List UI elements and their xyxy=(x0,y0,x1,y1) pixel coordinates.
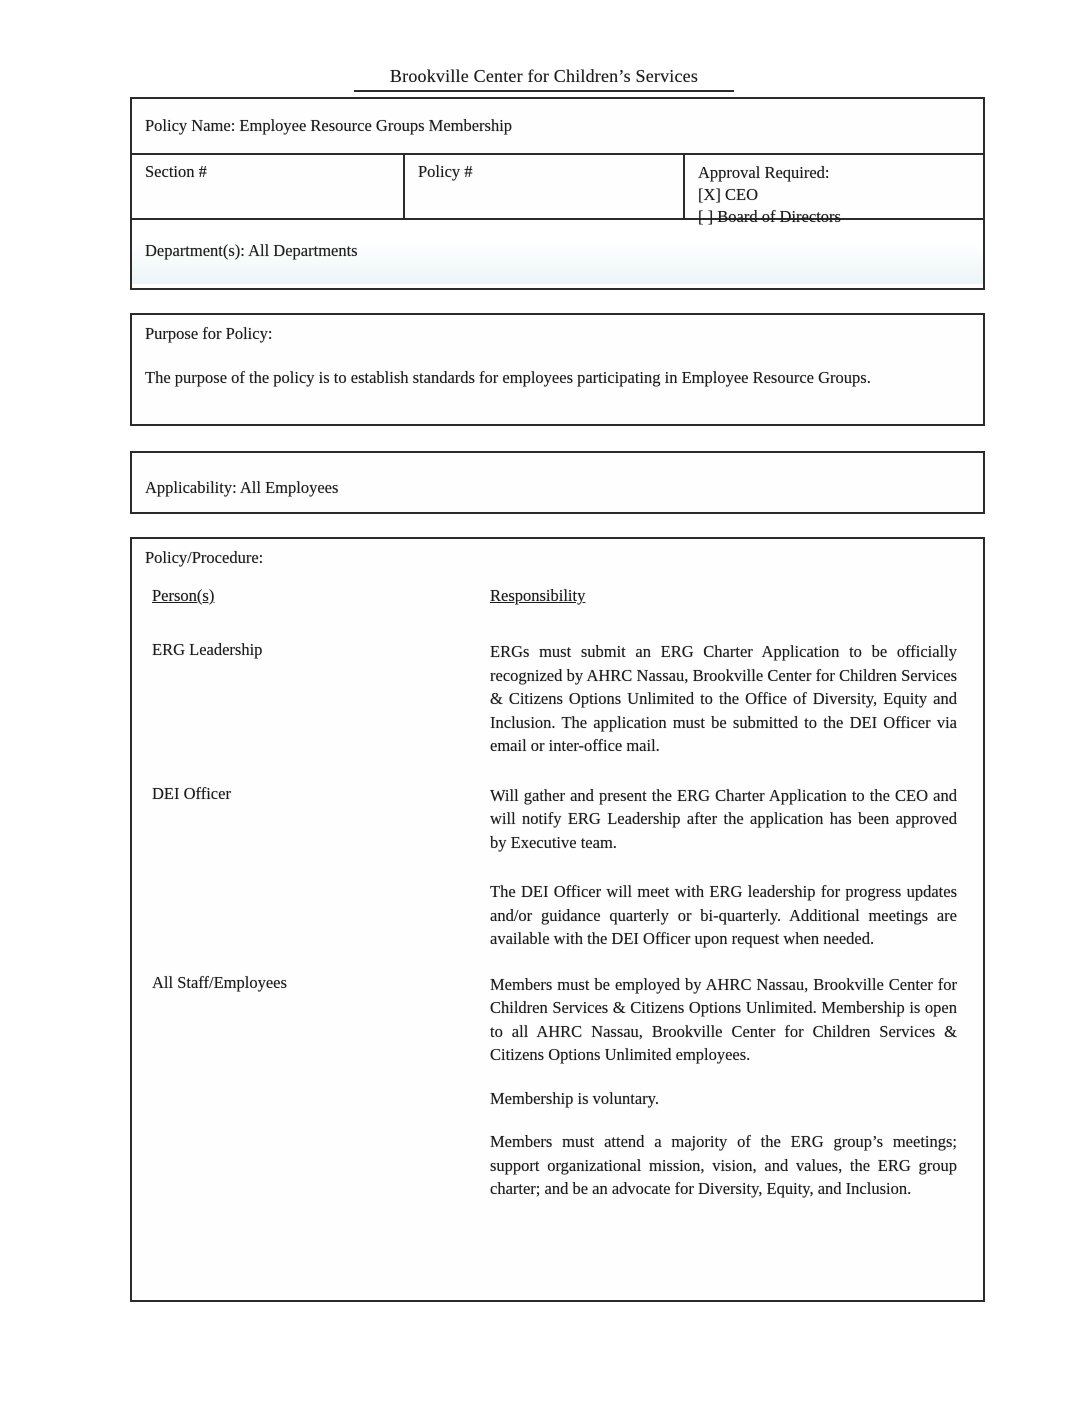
policy-header-table xyxy=(130,97,985,290)
responsibility-paragraph: The DEI Officer will meet with ERG leadership for progress updates and/or guidance quarterly or bi-quarterly. Additional meetings are available with the DEI Officer upon request when needed. xyxy=(490,882,957,948)
person-label: ERG Leadership xyxy=(152,640,263,659)
applicability-text: Applicability: All Employees xyxy=(145,478,339,497)
board-checkbox-option: [ ] Board of Directors xyxy=(698,207,841,226)
responsibility-paragraph: ERGs must submit an ERG Charter Application to be officially recognized by AHRC Nassau, Brookville Center for Children Services & Citizens Options Unlimited to the Office of Diversity, Equity and Inclusion. The application must be submitted to the DEI Officer via email or inter-office mail. xyxy=(490,642,957,755)
responsibility-column-header: Responsibility xyxy=(490,586,586,605)
approval-required-label: Approval Required: xyxy=(698,163,830,182)
ceo-checkbox-option: [X] CEO xyxy=(698,185,759,204)
section-number-cell: Section # xyxy=(132,155,405,218)
procedure-heading: Policy/Procedure: xyxy=(145,548,264,567)
responsibility-text xyxy=(490,973,957,1201)
procedure-row-dei-officer xyxy=(152,784,957,951)
person-label: DEI Officer xyxy=(152,783,231,803)
responsibility-text xyxy=(490,784,957,951)
policy-number-cell: Policy # xyxy=(405,155,685,218)
purpose-heading: Purpose for Policy: xyxy=(145,324,273,343)
approval-required-cell xyxy=(685,155,983,226)
responsibility-text xyxy=(490,640,957,758)
responsibility-paragraph: Membership is voluntary. xyxy=(490,1088,659,1108)
procedure-column-headers xyxy=(152,586,957,606)
header-table-middle-row xyxy=(132,155,983,226)
person-label: All Staff/Employees xyxy=(152,972,287,992)
purpose-body: The purpose of the policy is to establish standards for employees participating in Employee Resource Groups. xyxy=(145,368,871,387)
person-column-header: Person(s) xyxy=(152,586,215,605)
page-title: Brookville Center for Children’s Services xyxy=(354,66,734,92)
responsibility-paragraph: Members must be employed by AHRC Nassau, Brookville Center for Children Services & Citizens Options Unlimited. Membership is open to all AHRC Nassau, Brookville Center for Children Services & Citizens Options Unlimited employees. xyxy=(490,974,957,1064)
procedure-row-erg-leadership xyxy=(152,640,957,758)
departments-cell: Department(s): All Departments xyxy=(132,220,983,284)
policy-name-cell: Policy Name: Employee Resource Groups Membership xyxy=(132,99,983,155)
purpose-section xyxy=(130,313,985,426)
responsibility-paragraph: Members must attend a majority of the ERG group’s meetings; support organizational mission, vision, and values, the ERG group charter; and be an advocate for Diversity, Equity, and Inclusion. xyxy=(490,1132,957,1198)
procedure-section xyxy=(130,537,985,1302)
procedure-row-all-staff xyxy=(152,973,957,1201)
document-header xyxy=(0,66,1088,92)
applicability-section xyxy=(130,451,985,514)
responsibility-paragraph: Will gather and present the ERG Charter Application to the CEO and will notify ERG Leadership after the application has been approved by Executive team. xyxy=(490,785,957,852)
